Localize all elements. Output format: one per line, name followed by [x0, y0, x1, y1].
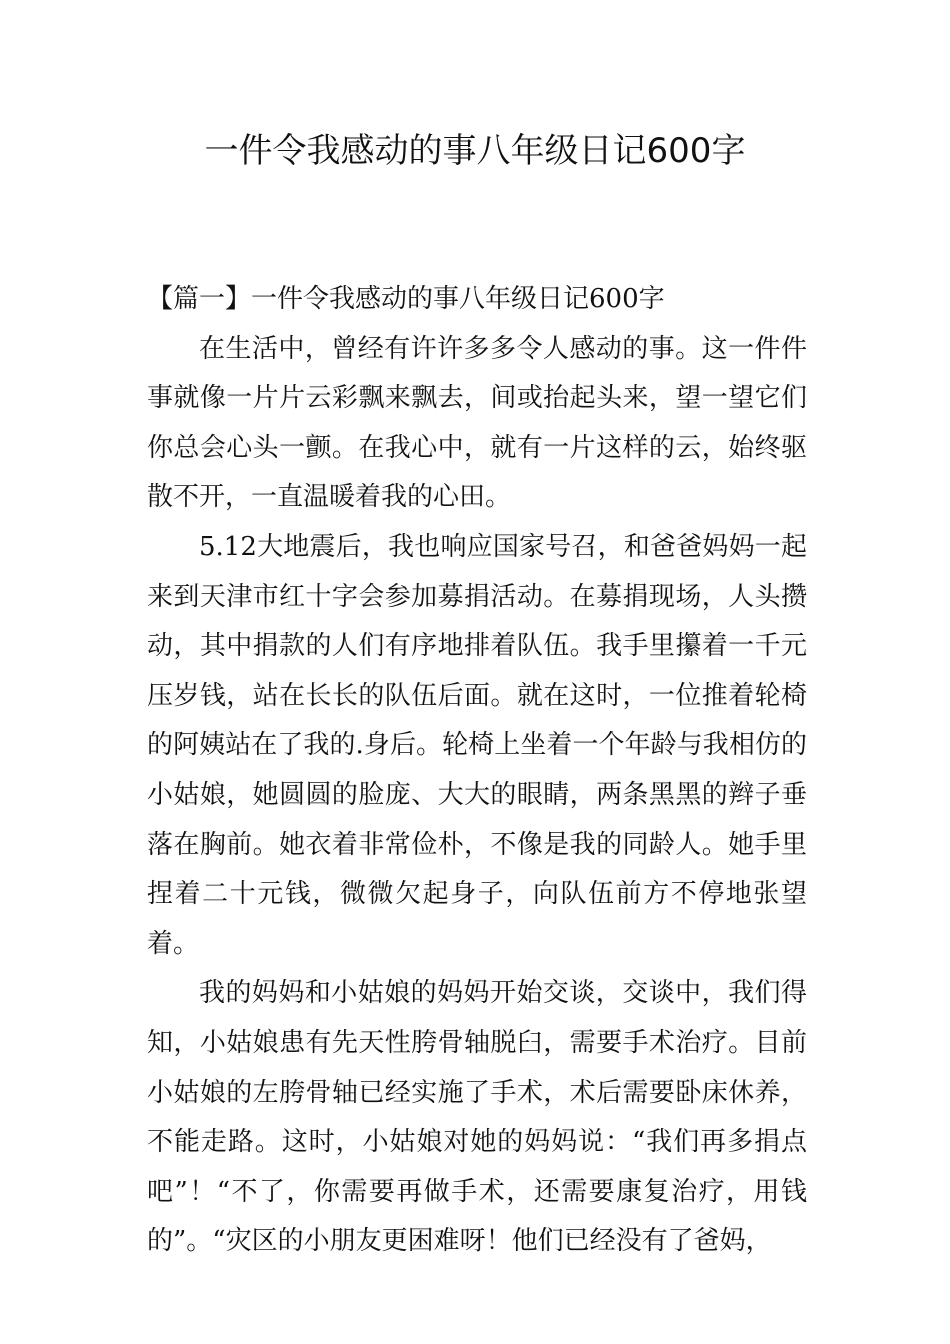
document-body	[147, 275, 807, 1267]
section-heading: 【篇一】一件令我感动的事八年级日记600字	[147, 284, 665, 314]
document-title: 一件令我感动的事八年级日记600字	[204, 131, 746, 171]
paragraph-2: 5.12大地震后，我也响应国家号召，和爸爸妈妈一起来到天津市红十字会参加募捐活动。在募捐现场，人头攒动，其中捐款的人们有序地排着队伍。我手里攥着一千元压岁钱，站在长长的队伍后面。就在这时，一位推着轮椅的阿姨站在了我的.身后。轮椅上坐着一个年龄与我相仿的小姑娘，她圆圆的脸庞、大大的眼睛，两条黑黑的辫子垂落在胸前。她衣着非常俭朴，不像是我的同龄人。她手里捏着二十元钱，微微欠起身子，向队伍前方不停地张望着。	[147, 531, 807, 959]
paragraph-3: 我的妈妈和小姑娘的妈妈开始交谈，交谈中，我们得知，小姑娘患有先天性胯骨轴脱臼，需要手术治疗。目前小姑娘的左胯骨轴已经实施了手术，术后需要卧床休养，不能走路。这时，小姑娘对她的妈妈说：“我们再多捐点吧”！“不了，你需要再做手术，还需要康复治疗，用钱的”。“灾区的小朋友更困难呀！他们已经没有了爸妈，	[147, 978, 807, 1257]
paragraph-1: 在生活中，曾经有许许多多令人感动的事。这一件件事就像一片片云彩飘来飘去，间或抬起头来，望一望它们你总会心头一颤。在我心中，就有一片这样的云，始终驱散不开，一直温暖着我的心田。	[147, 333, 807, 513]
